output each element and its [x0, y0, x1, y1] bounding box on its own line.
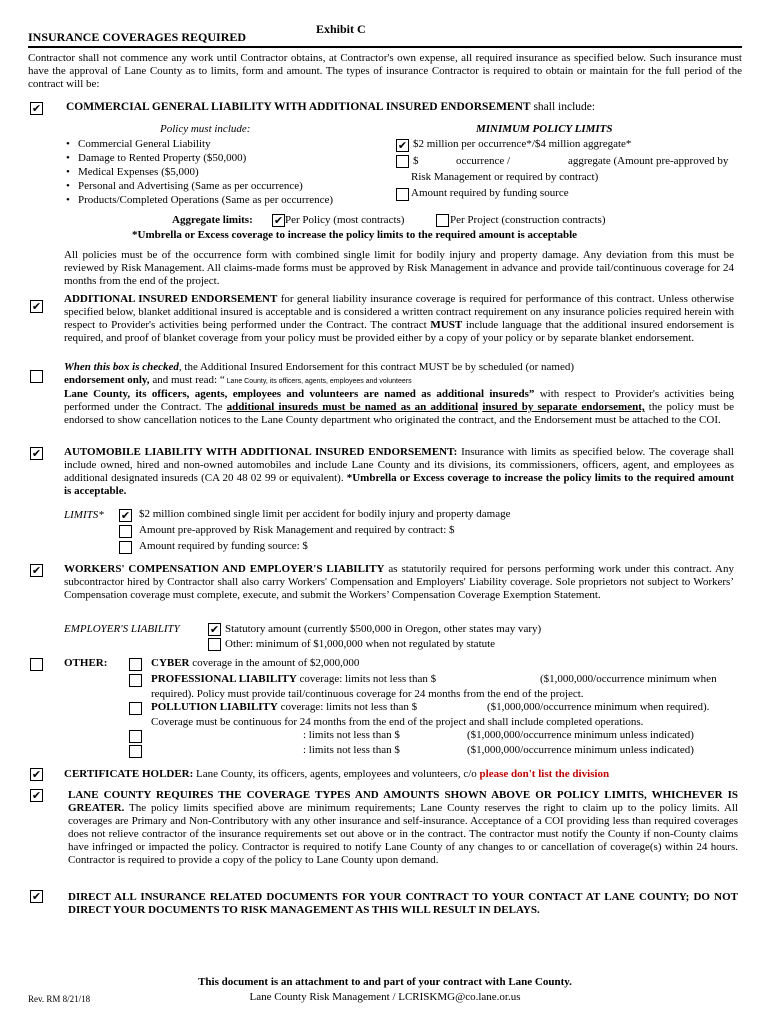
intro-paragraph: Contractor shall not commence any work until Contractor obtains, at Contractor's own expense, all required insurance as specified below. Such insurance must have the approval of Lane County as to limits, form and amount. The types of insurance Contractor is required to obtain or maintain for the full period of the contract will be:	[28, 52, 742, 90]
blank-coverage-1-checkbox[interactable]	[129, 730, 142, 743]
pollution-note: Coverage must be continuous for 24 months from the end of the project and shall include completed operations.	[151, 716, 644, 728]
blank-coverage-2-minimum: ($1,000,000/occurrence minimum unless indicated)	[467, 744, 694, 756]
additional-insured-paragraph: ADDITIONAL INSURED ENDORSEMENT for general liability insurance coverage is required for performance of this contract. Unless otherwise specified below, blanket additional insured is acceptable and is considered a written contract requirement on any insurance policies required herein with respect to Provider's activities being performed under the Contract. The contract MUST include language that the additional insured endorsement is required, and proof of blanket coverage from your policy must be provided either by a copy of your policy or by separate blanket endorsement.	[64, 293, 735, 344]
blank-coverage-2-text: : limits not less than $	[303, 744, 400, 756]
cyber-text: CYBER coverage in the amount of $2,000,000	[151, 657, 360, 669]
additional-insured-checkbox[interactable]: ✔	[31, 300, 42, 313]
auto-limit-2-checkbox[interactable]	[119, 525, 132, 538]
direct-paragraph: DIRECT ALL INSURANCE RELATED DOCUMENTS FOR YOUR CONTRACT TO YOUR CONTACT AT LANE COUNTY; DO NOT DIRECT YOUR DOCUMENTS TO RISK MANAGEMENT AS THIS WILL RESULT IN DELAYS.	[68, 891, 738, 916]
auto-checkbox[interactable]: ✔	[31, 447, 42, 460]
policy-heading: Policy must include:	[160, 123, 251, 135]
policy-list	[64, 137, 394, 207]
revision-label: Rev. RM 8/21/18	[28, 994, 91, 1004]
aggregate-per-policy-checkbox[interactable]: ✔	[273, 214, 284, 227]
list-item: • Products/Completed Operations (Same as per occurrence)	[64, 193, 394, 207]
named-endorsement-checkbox[interactable]	[30, 370, 43, 383]
page-title: INSURANCE COVERAGES REQUIRED	[28, 30, 247, 44]
auto-limit-1-checkbox[interactable]: ✔	[120, 509, 131, 522]
aggregate-per-project-checkbox[interactable]	[436, 214, 449, 227]
auto-limit-3-checkbox[interactable]	[119, 541, 132, 554]
requires-paragraph: LANE COUNTY REQUIRES THE COVERAGE TYPES AND AMOUNTS SHOWN ABOVE OR POLICY LIMITS, WHICHEVER IS GREATER. The policy limits specified above are minimum requirements; Lane County reserves the right to claim up to the policy limits. All coverages are Primary and Non-Contributory with any other insurance and self-insurance. Acceptance of a COI providing less than required coverages does not relieve contractor of the insurance requirements set out above or in the contract. The contractor must notify the County if non-County claims have infringed or impacted the policy. Contractor is required to notify Lane County of any changes to or cancellation of coverage(s) within 24 hours. Contractor is required to provide a copy of the policy to Lane County upon demand.	[68, 789, 738, 866]
list-item: • Damage to Rented Property ($50,000)	[64, 151, 394, 165]
limit-1-text: $2 million per occurrence*/$4 million aggregate*	[413, 138, 632, 150]
employer-opt-2: Other: minimum of $1,000,000 when not regulated by statute	[225, 638, 496, 650]
blank-coverage-2-checkbox[interactable]	[129, 745, 142, 758]
requires-checkbox[interactable]: ✔	[31, 789, 42, 802]
other-checkbox[interactable]	[30, 658, 43, 671]
auto-paragraph: AUTOMOBILE LIABILITY WITH ADDITIONAL INSURED ENDORSEMENT: Insurance with limits as specified below. The coverage shall include owned, hired and non-owned automobiles and include Lane County and its divisions, its commissioners, officers, agent, and employees as additional designated insureds (CA 20 48 02 99 or equivalent). *Umbrella or Excess coverage to increase the policy limits to the required amount is acceptable.	[64, 446, 735, 497]
limit-2-aggregate: aggregate (Amount pre-approved by	[568, 155, 729, 167]
list-item: • Personal and Advertising (Same as per occurrence)	[64, 179, 394, 193]
professional-text: PROFESSIONAL LIABILITY coverage: limits not less than $	[151, 673, 437, 685]
pollution-text: POLLUTION LIABILITY coverage: limits not less than $	[151, 701, 418, 713]
limits-heading: MINIMUM POLICY LIMITS	[476, 123, 613, 135]
exhibit-label: Exhibit C	[316, 22, 366, 36]
other-label: OTHER:	[64, 657, 108, 669]
pollution-checkbox[interactable]	[129, 702, 142, 715]
cgl-heading: COMMERCIAL GENERAL LIABILITY WITH ADDITIONAL INSURED ENDORSEMENT shall include:	[66, 101, 596, 113]
footer-line-2: Lane County Risk Management / LCRISKMG@co.lane.or.us	[249, 991, 521, 1003]
professional-checkbox[interactable]	[129, 674, 142, 687]
cgl-checkbox[interactable]: ✔	[31, 102, 42, 115]
cyber-checkbox[interactable]	[129, 658, 142, 671]
occurrence-paragraph: All policies must be of the occurrence form with combined single limit for bodily injury and property damage. Any deviation from this must be reviewed by Risk Management. All claims-made forms must be approved by Risk Management in advance and provide tail/continuous coverage for 24 months from the end of the project.	[64, 249, 734, 287]
workers-paragraph: WORKERS' COMPENSATION AND EMPLOYER'S LIABILITY as statutorily required for persons performing work under this contract. Any subcontractor hired by Contractor shall also carry Workers' Compensation and Employers' Liability coverage. Sole proprietors not subject to Workers’ Compensation coverage must complete, execute, and submit the Workers’ Compensation Coverage Exemption Statement.	[64, 563, 735, 601]
employer-opt-1-checkbox[interactable]: ✔	[209, 623, 220, 636]
limit-2-dollar: $	[413, 155, 419, 167]
certificate-note: please don't list the division	[479, 768, 610, 780]
certificate-holder-text: CERTIFICATE HOLDER: Lane County, its officers, agents, employees and volunteers, c/o please don't list the division	[64, 768, 610, 780]
limit-2-checkbox[interactable]	[396, 155, 409, 168]
auto-limit-2: Amount pre-approved by Risk Management and required by contract: $	[139, 524, 455, 536]
aggregate-label: Aggregate limits:	[172, 214, 253, 226]
title-rule	[28, 46, 742, 48]
professional-note: required). Policy must provide tail/continuous coverage for 24 months from the end of the project.	[151, 688, 584, 700]
list-item: • Commercial General Liability	[64, 137, 394, 151]
pollution-minimum: ($1,000,000/occurrence minimum when required).	[487, 701, 710, 713]
umbrella-note: *Umbrella or Excess coverage to increase the policy limits to the required amount is acceptable	[132, 229, 578, 241]
employer-opt-1: Statutory amount (currently $500,000 in Oregon, other states may vary)	[225, 623, 542, 635]
named-endorsement-paragraph: When this box is checked, the Additional Insured Endorsement for this contract MUST be by scheduled (or named) endorsement only, and must read: “ Lane County, its officers, agents, employees and volunteers Lane County, its officers, agents, employees and volunteers are named as additional insureds” with respect to Provider's activities being performed under the Contract. The additional insureds must be named as an additional insured by separate endorsement, the policy must be endorsed to show cancellation notices to the Lane County department who originated the contract, and the Endorsement must be attached to the COI.	[64, 361, 735, 426]
limit-2-occurrence: occurrence /	[456, 155, 511, 167]
aggregate-per-project: Per Project (construction contracts)	[450, 214, 606, 226]
limit-3-text: Amount required by funding source	[411, 187, 569, 199]
auto-limits-label: LIMITS*	[64, 509, 104, 521]
limit-1-checkbox[interactable]: ✔	[397, 139, 408, 152]
employer-liability-label: EMPLOYER'S LIABILITY	[64, 623, 180, 635]
employer-opt-2-checkbox[interactable]	[208, 638, 221, 651]
limit-3-checkbox[interactable]	[396, 188, 409, 201]
footer-line-1: This document is an attachment to and part of your contract with Lane County.	[198, 976, 572, 988]
professional-minimum: ($1,000,000/occurrence minimum when	[540, 673, 717, 685]
workers-checkbox[interactable]: ✔	[31, 564, 42, 577]
certificate-checkbox[interactable]: ✔	[31, 768, 42, 781]
blank-coverage-1-text: : limits not less than $	[303, 729, 400, 741]
blank-coverage-1-minimum: ($1,000,000/occurrence minimum unless indicated)	[467, 729, 694, 741]
limit-2-note: Risk Management or required by contract)	[411, 171, 599, 183]
direct-checkbox[interactable]: ✔	[31, 890, 42, 903]
auto-limit-3: Amount required by funding source: $	[139, 540, 308, 552]
list-item: • Medical Expenses ($5,000)	[64, 165, 394, 179]
auto-limit-1: $2 million combined single limit per accident for bodily injury and property damage	[139, 508, 511, 520]
aggregate-per-policy: Per Policy (most contracts)	[285, 214, 405, 226]
